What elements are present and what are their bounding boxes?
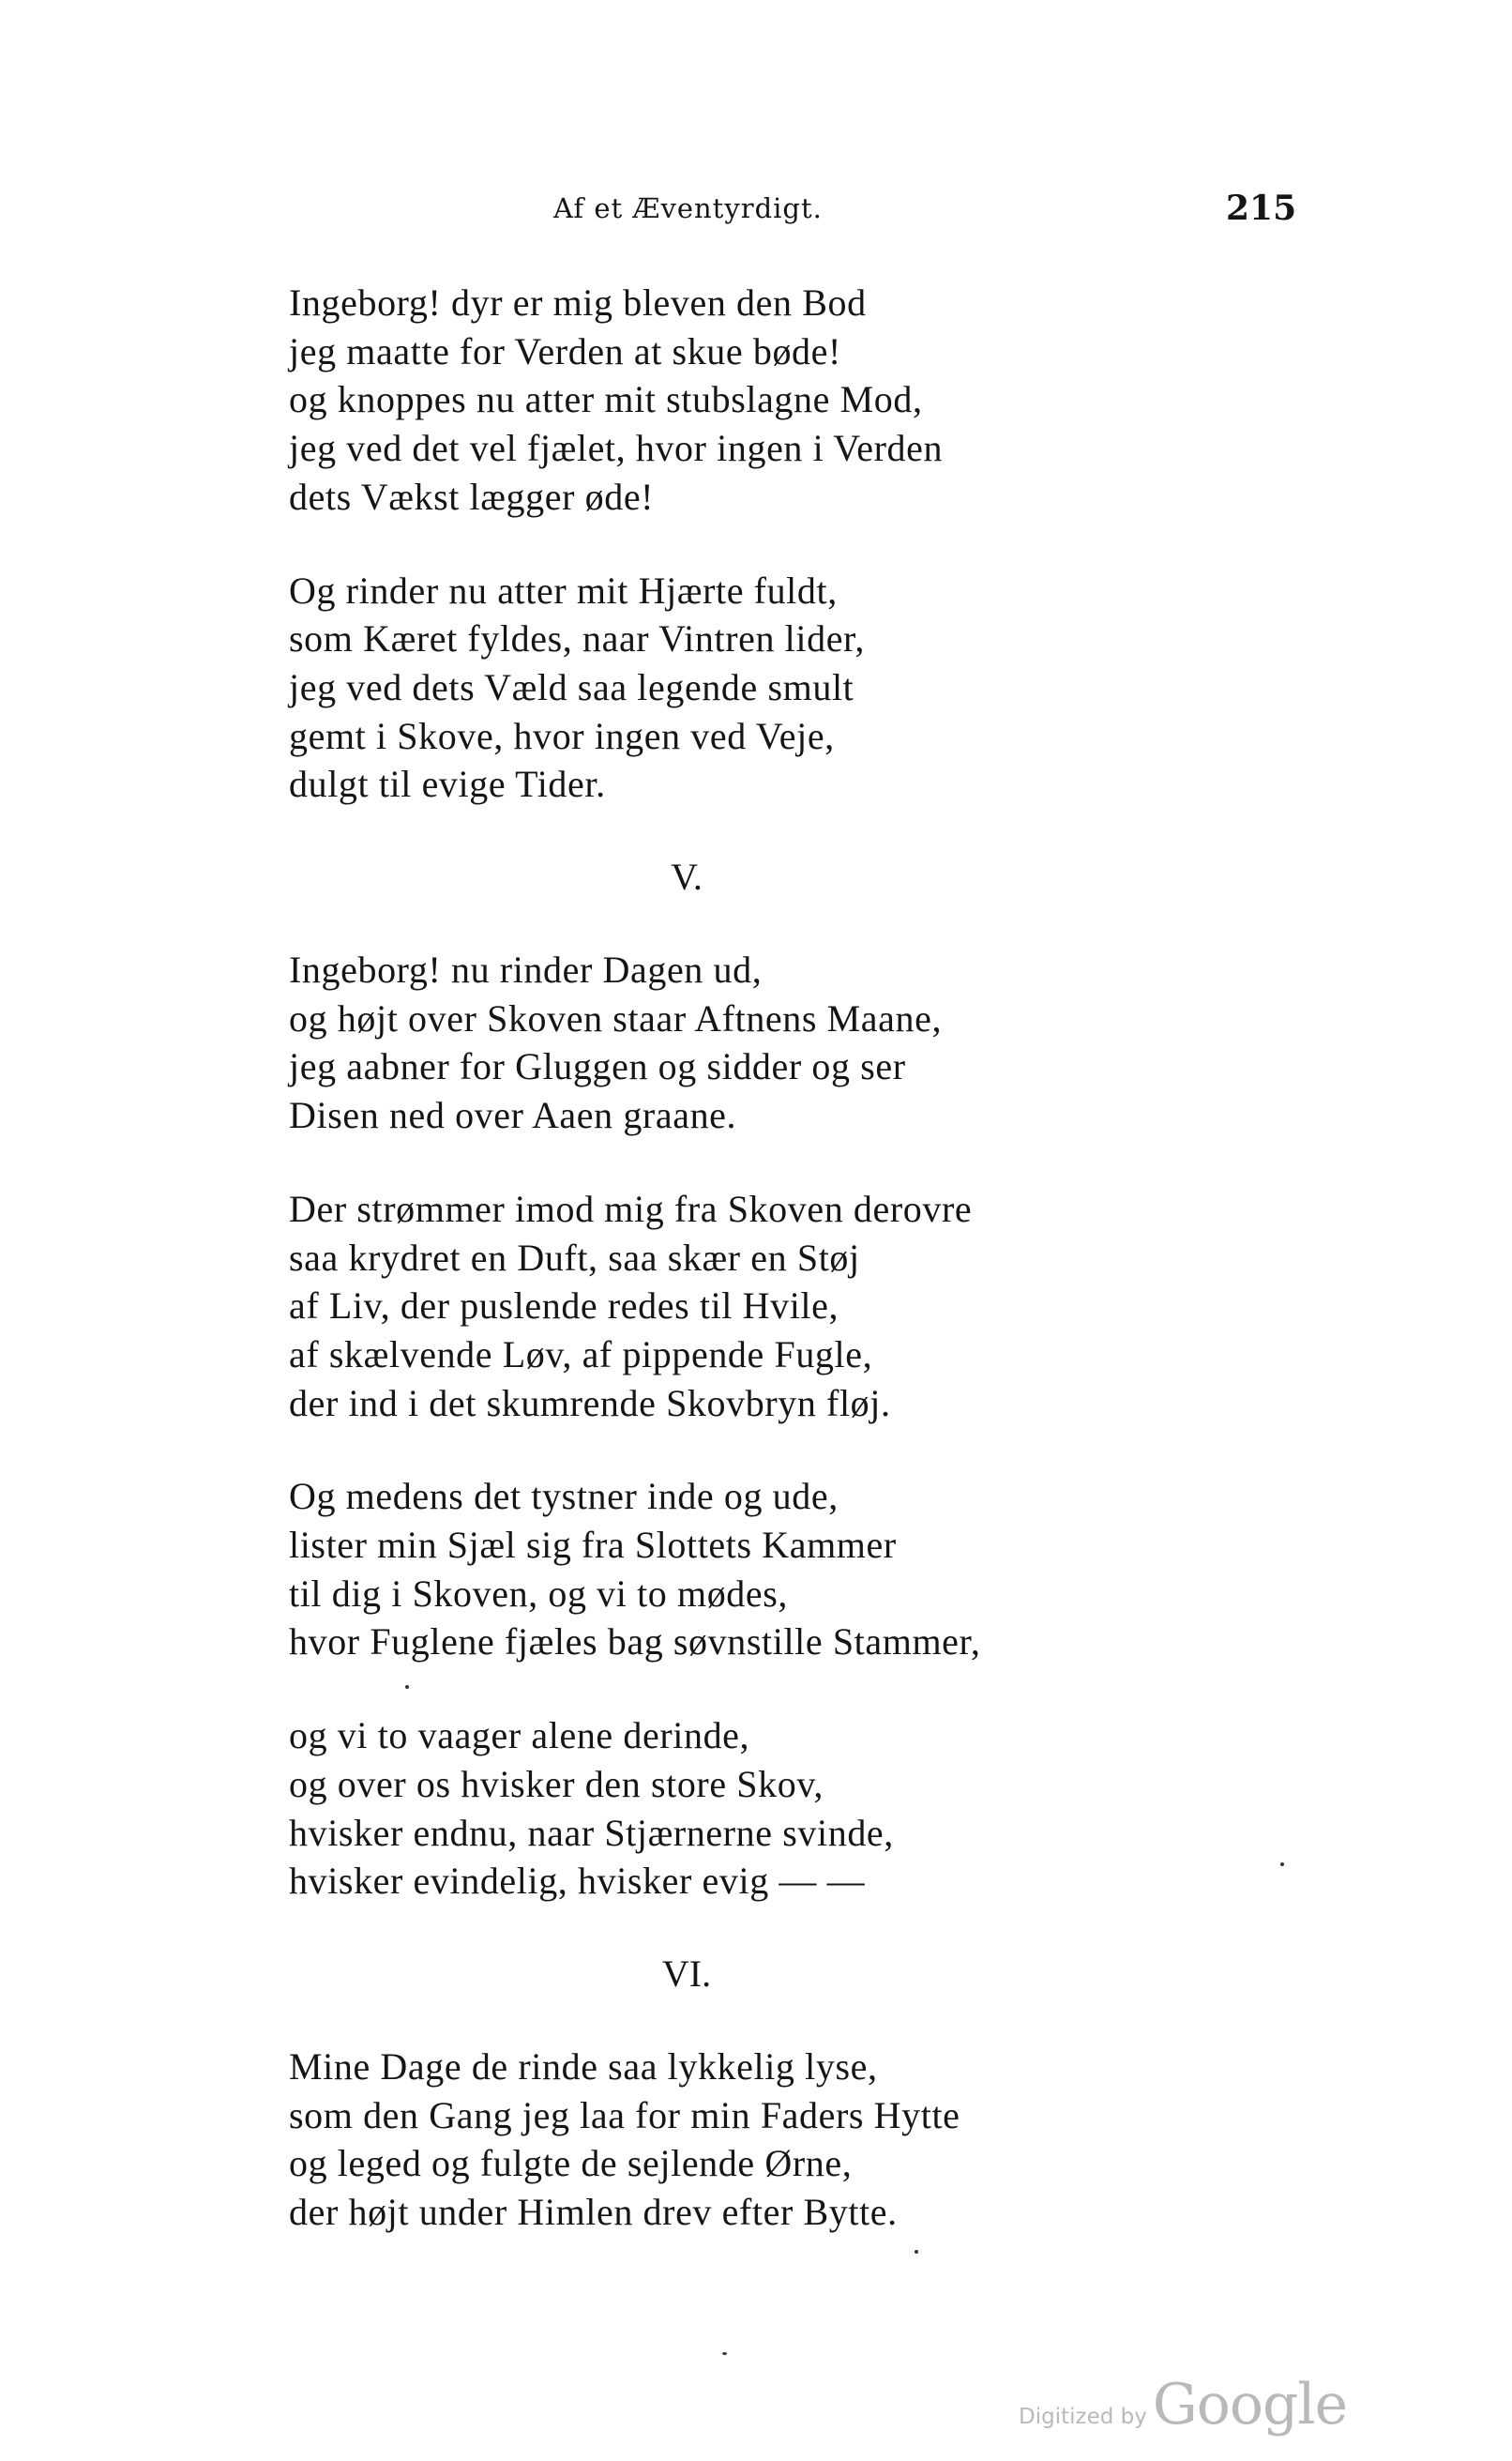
watermark-brand: Google	[1152, 2372, 1348, 2438]
verse-line: Ingeborg! dyr er mig bleven den Bod	[289, 281, 867, 324]
verse-line: som Kæret fyldes, naar Vintren lider,	[289, 617, 865, 661]
verse-line: jeg aabner for Gluggen og sidder og ser	[289, 1045, 906, 1088]
verse-line: og højt over Skoven staar Aftnens Maane,	[289, 996, 943, 1040]
section-heading: VI.	[661, 1952, 712, 1995]
verse-line: der ind i det skumrende Skovbryn fløj.	[289, 1381, 891, 1424]
verse-line: af skælvende Løv, af pippende Fugle,	[289, 1332, 873, 1375]
stanza	[289, 1711, 1227, 1906]
verse-line: saa krydret en Duft, saa skær en Støj	[289, 1236, 860, 1279]
verse-line: Der strømmer imod mig fra Skoven derovre	[289, 1187, 973, 1230]
verse-line: lister min Sjæl sig fra Slottets Kammer	[289, 1524, 897, 1567]
verse-line: Ingeborg! nu rinder Dagen ud,	[289, 949, 763, 992]
stanza	[289, 1185, 1227, 1428]
running-title: Af et Æventyrdigt.	[553, 192, 823, 224]
ink-speck	[722, 2352, 727, 2355]
verse-line: og knoppes nu atter mit stubslagne Mod,	[289, 378, 923, 421]
verse-line: som den Gang jeg laa for min Faders Hytte	[289, 2093, 960, 2136]
verse-line: og vi to vaager alene derinde,	[289, 1714, 750, 1757]
ink-speck	[405, 1685, 409, 1689]
verse-line: hvisker evindelig, hvisker evig — —	[289, 1860, 866, 1903]
ink-speck	[915, 2250, 918, 2254]
verse-line: jeg ved det vel fjælet, hvor ingen i Verden	[289, 427, 944, 470]
digitized-watermark	[1019, 2372, 1348, 2438]
verse-line: Og rinder nu atter mit Hjærte fuldt,	[289, 569, 838, 612]
verse-line: og leged og fulgte de sejlende Ørne,	[289, 2142, 853, 2185]
running-head	[0, 189, 1512, 239]
verse-line: dulgt til evige Tider.	[289, 763, 606, 806]
verse-line: Mine Dage de rinde saa lykkelig lyse,	[289, 2044, 878, 2088]
verse-line: Og medens det tystner inde og ude,	[289, 1475, 839, 1518]
verse-line: dets Vækst lægger øde!	[289, 475, 655, 518]
verse-line: og over os hvisker den store Skov,	[289, 1762, 824, 1805]
verse-line: af Liv, der puslende redes til Hvile,	[289, 1284, 839, 1328]
watermark-prefix: Digitized by	[1019, 2405, 1147, 2429]
stanza	[289, 567, 1227, 810]
ink-speck	[1280, 1862, 1284, 1866]
verse-line: hvor Fuglene fjæles bag søvnstille Stammer,	[289, 1620, 981, 1663]
verse-line: til dig i Skoven, og vi to mødes,	[289, 1572, 789, 1615]
verse-line: der højt under Himlen drev efter Bytte.	[289, 2191, 898, 2234]
page-number: 215	[1226, 189, 1297, 228]
poem-body	[289, 279, 1227, 2282]
stanza	[289, 2043, 1227, 2237]
stanza	[289, 279, 1227, 522]
verse-line: jeg maatte for Verden at skue bøde!	[289, 329, 841, 372]
verse-line: hvisker endnu, naar Stjærnerne svinde,	[289, 1811, 894, 1854]
stanza	[289, 946, 1227, 1140]
stanza	[289, 1472, 1227, 1666]
verse-line: jeg ved dets Væld saa legende smult	[289, 665, 854, 708]
verse-line: gemt i Skove, hvor ingen ved Veje,	[289, 714, 835, 757]
section-heading: V.	[671, 856, 703, 899]
verse-line: Disen ned over Aaen graane.	[289, 1094, 737, 1137]
